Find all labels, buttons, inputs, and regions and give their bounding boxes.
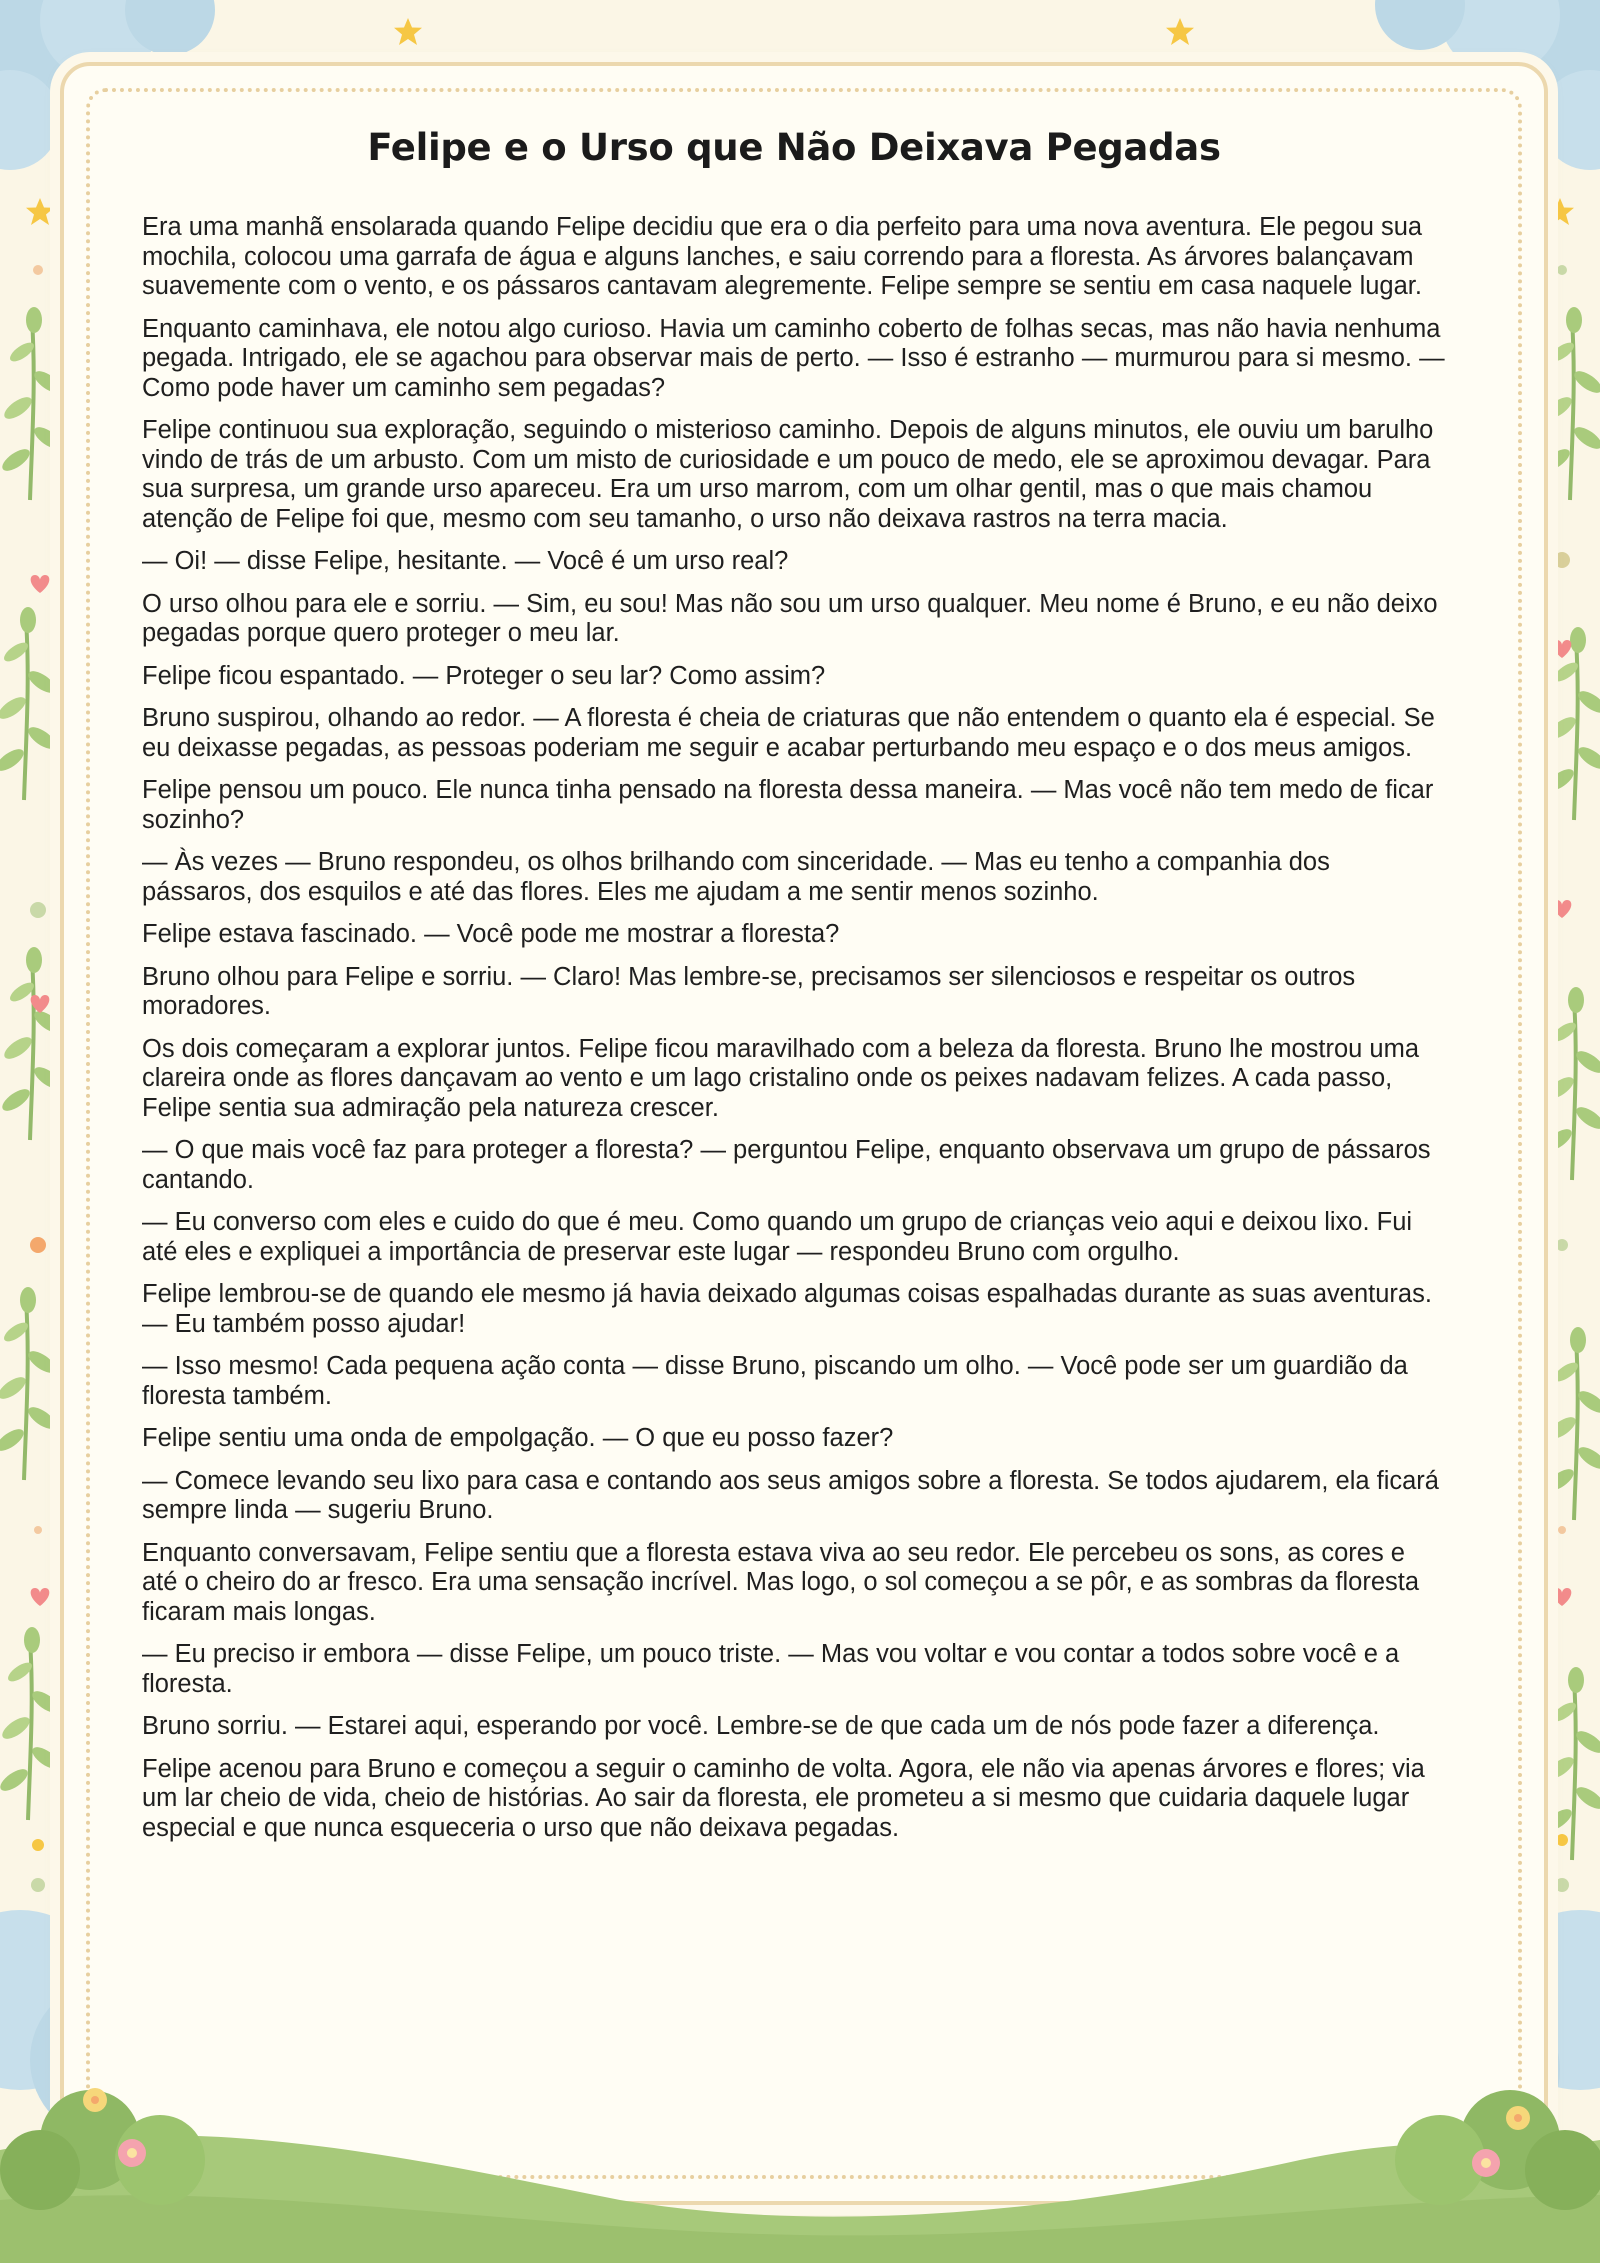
story-paragraph: O urso olhou para ele e sorriu. — Sim, eu sou! Mas não sou um urso qualquer. Meu nome é Bruno, e eu não deixo pegadas porque quero proteger o meu lar. [142, 589, 1438, 647]
story-paragraph: Felipe pensou um pouco. Ele nunca tinha pensado na floresta dessa maneira. — Mas você não tem medo de ficar sozinho? [142, 776, 1434, 834]
story-paragraph: Bruno olhou para Felipe e sorriu. — Claro! Mas lembre-se, precisamos ser silenciosos e respeitar os outros moradores. [142, 962, 1356, 1020]
story-paragraph: Felipe lembrou-se de quando ele mesmo já havia deixado algumas coisas espalhadas durante as suas aventuras. — Eu também posso ajudar! [142, 1280, 1432, 1338]
star-icon [1166, 18, 1194, 45]
story-paragraph: — Às vezes — Bruno respondeu, os olhos brilhando com sinceridade. — Mas eu tenho a companhia dos pássaros, dos esquilos e até das flores. Eles me ajudam a me sentir menos sozinho. [142, 848, 1330, 906]
heart-icon [31, 1588, 50, 1606]
story-paragraph: Era uma manhã ensolarada quando Felipe decidiu que era o dia perfeito para uma nova aventura. Ele pegou sua mochila, colocou uma garrafa de água e alguns lanches, e saiu correndo para a floresta. As árvores balançavam suavemente com o vento, e os pássaros cantavam alegremente. Felipe sempre se sentiu em casa naquele lugar. [142, 213, 1423, 300]
story-paragraph: — Eu converso com eles e cuido do que é meu. Como quando um grupo de crianças veio aqui e deixou lixo. Fui até eles e expliquei a importância de preservar este lugar — respondeu Bruno com orgulho. [142, 1208, 1413, 1266]
story-paragraph: — Oi! — disse Felipe, hesitante. — Você é um urso real? [142, 547, 789, 575]
story-body [142, 213, 1446, 1843]
story-paragraph: Felipe sentiu uma onda de empolgação. — O que eu posso fazer? [142, 1424, 894, 1452]
star-icon [1546, 198, 1574, 225]
leaf-sprig-icon [1543, 1327, 1600, 1520]
story-paragraph: Enquanto caminhava, ele notou algo curioso. Havia um caminho coberto de folhas secas, mas não havia nenhuma pegada. Intrigado, ele se agachou para observar mais de perto. — Isso é estranho — murmurou para si mesmo. — Como pode haver um caminho sem pegadas? [142, 314, 1445, 402]
leaf-sprig-icon [0, 307, 65, 500]
story-paragraph: Os dois começaram a explorar juntos. Felipe ficou maravilhado com a beleza da floresta. Bruno lhe mostrou uma clareira onde as flores dançavam ao vento e um lago cristalino onde os peixes nadavam felizes. A cada passo, Felipe sentia sua admiração pela natureza crescer. [142, 1034, 1420, 1122]
star-icon [394, 18, 422, 45]
heart-icon [1553, 640, 1572, 658]
story-paragraph: — Eu preciso ir embora — disse Felipe, um pouco triste. — Mas vou voltar e vou contar a todos sobre você e a floresta. [142, 1640, 1400, 1698]
story-title: Felipe e o Urso que Não Deixava Pegadas [367, 126, 1221, 169]
heart-icon [1553, 1588, 1572, 1606]
leaf-sprig-icon [1541, 987, 1600, 1180]
story-paragraph: — Comece levando seu lixo para casa e contando aos seus amigos sobre a floresta. Se todos ajudarem, ela ficará sempre linda — sugeriu Bruno. [142, 1466, 1439, 1524]
story-paragraph: Felipe acenou para Bruno e começou a seguir o caminho de volta. Agora, ele não via apenas árvores e flores; via um lar cheio de vida, cheio de histórias. Ao sair da floresta, ele prometeu a si mesmo que cuidaria daquele lugar especial e que nunca esqueceria o urso que não deixava pegadas. [142, 1754, 1425, 1842]
story-paragraph: Felipe ficou espantado. — Proteger o seu lar? Como assim? [142, 661, 826, 690]
story-paragraph: Felipe estava fascinado. — Você pode me mostrar a floresta? [142, 920, 840, 948]
leaf-sprig-icon [0, 607, 59, 800]
star-icon [26, 198, 54, 225]
story-paragraph: Bruno sorriu. — Estarei aqui, esperando por você. Lembre-se de que cada um de nós pode fazer a diferença. [142, 1712, 1380, 1740]
leaf-sprig-icon [1539, 307, 1600, 500]
heart-icon [31, 575, 50, 593]
heart-icon [1553, 900, 1572, 918]
leaf-sprig-icon [0, 1627, 63, 1820]
story-paragraph: Enquanto conversavam, Felipe sentiu que a floresta estava viva ao seu redor. Ele percebeu os sons, as cores e até o cheiro do ar fresco. Era uma sensação incrível. Mas logo, o sol começou a se pôr, e as sombras da floresta ficaram mais longas. [142, 1538, 1420, 1626]
story-paragraph: Bruno suspirou, olhando ao redor. — A floresta é cheia de criaturas que não entendem o quanto ela é especial. Se eu deixasse pegadas, as pessoas poderiam me seguir e acabar perturbando meu espaço e o dos meus amigos. [142, 704, 1435, 762]
leaf-sprig-icon [1541, 1667, 1600, 1860]
story-paragraph: — Isso mesmo! Cada pequena ação conta — disse Bruno, piscando um olho. — Você pode ser um guardião da floresta também. [142, 1352, 1408, 1410]
leaf-sprig-icon [0, 1287, 59, 1480]
leaf-sprig-icon [0, 947, 65, 1140]
story-paragraph: — O que mais você faz para proteger a floresta? — perguntou Felipe, enquanto observava um grupo de pássaros cantando. [142, 1136, 1431, 1194]
story-container [142, 126, 1446, 1856]
leaf-sprig-icon [1543, 627, 1600, 820]
story-paragraph: Felipe continuou sua exploração, seguindo o misterioso caminho. Depois de alguns minutos, ele ouviu um barulho vindo de trás de um arbusto. Com um misto de curiosidade e um pouco de medo, ele se aproximou devagar. Para sua surpresa, um grande urso apareceu. Era um urso marrom, com um olhar gentil, mas o que mais chamou atenção de Felipe foi que, mesmo com seu tamanho, o urso não deixava rastros na terra macia. [142, 416, 1434, 533]
